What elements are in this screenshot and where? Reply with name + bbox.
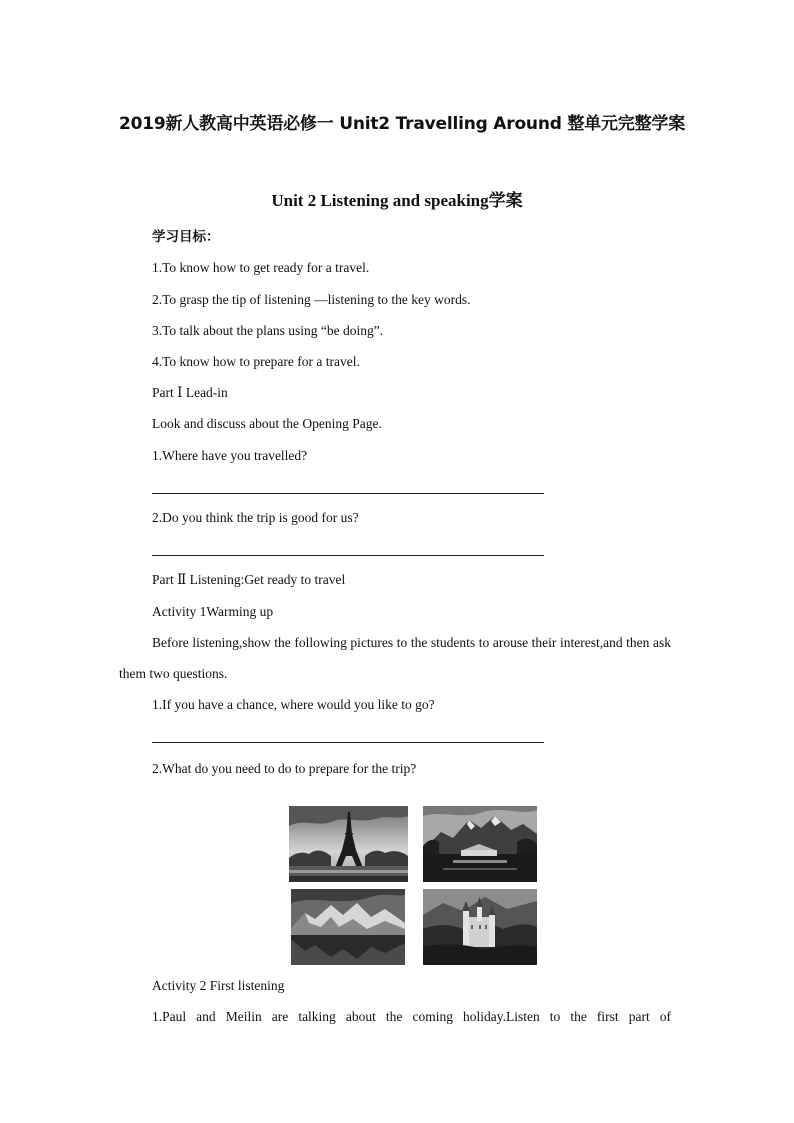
part2-title: Part Ⅱ Listening:Get ready to travel	[152, 572, 346, 587]
activity1-paragraph: Before listening,show the following pictures to the students to arouse their interest,and then ask them two questions.	[119, 635, 671, 681]
activity1-heading: Activity 1Warming up	[152, 604, 274, 619]
objective-item: 1.To know how to get ready for a travel.	[152, 260, 370, 275]
mountain-lake-photo	[423, 806, 537, 882]
answer-line	[152, 742, 544, 743]
part1-question-1: 1.Where have you travelled?	[152, 448, 308, 463]
part1-title: Part Ⅰ Lead-in	[152, 385, 228, 400]
objective-item: 2.To grasp the tip of listening —listening to the key words.	[152, 292, 471, 307]
part2-question-2: 2.What do you need to do to prepare for the trip?	[152, 761, 417, 776]
answer-line	[152, 555, 544, 556]
eiffel-tower-photo	[289, 806, 408, 882]
objective-item: 3.To talk about the plans using “be doing”.	[152, 323, 384, 338]
objective-item: 4.To know how to prepare for a travel.	[152, 354, 360, 369]
castle-photo	[423, 889, 537, 965]
answer-line	[152, 493, 544, 494]
objectives-heading: 学习目标：	[152, 229, 220, 244]
part1-question-2: 2.Do you think the trip is good for us?	[152, 510, 359, 525]
snowy-mountains-photo	[291, 889, 405, 965]
part1-instruction: Look and discuss about the Opening Page.	[152, 416, 382, 431]
activity2-heading: Activity 2 First listening	[152, 978, 285, 993]
unit-title: Unit 2 Listening and speaking学案	[271, 191, 523, 210]
document-title: 2019新人教高中英语必修一 Unit2 Travelling Around 整单元完整学案	[119, 114, 686, 134]
activity2-text: 1.Paul and Meilin are talking about the coming holiday.Listen to the first part of	[152, 1009, 671, 1024]
part2-question-1: 1.If you have a chance, where would you like to go?	[152, 697, 435, 712]
